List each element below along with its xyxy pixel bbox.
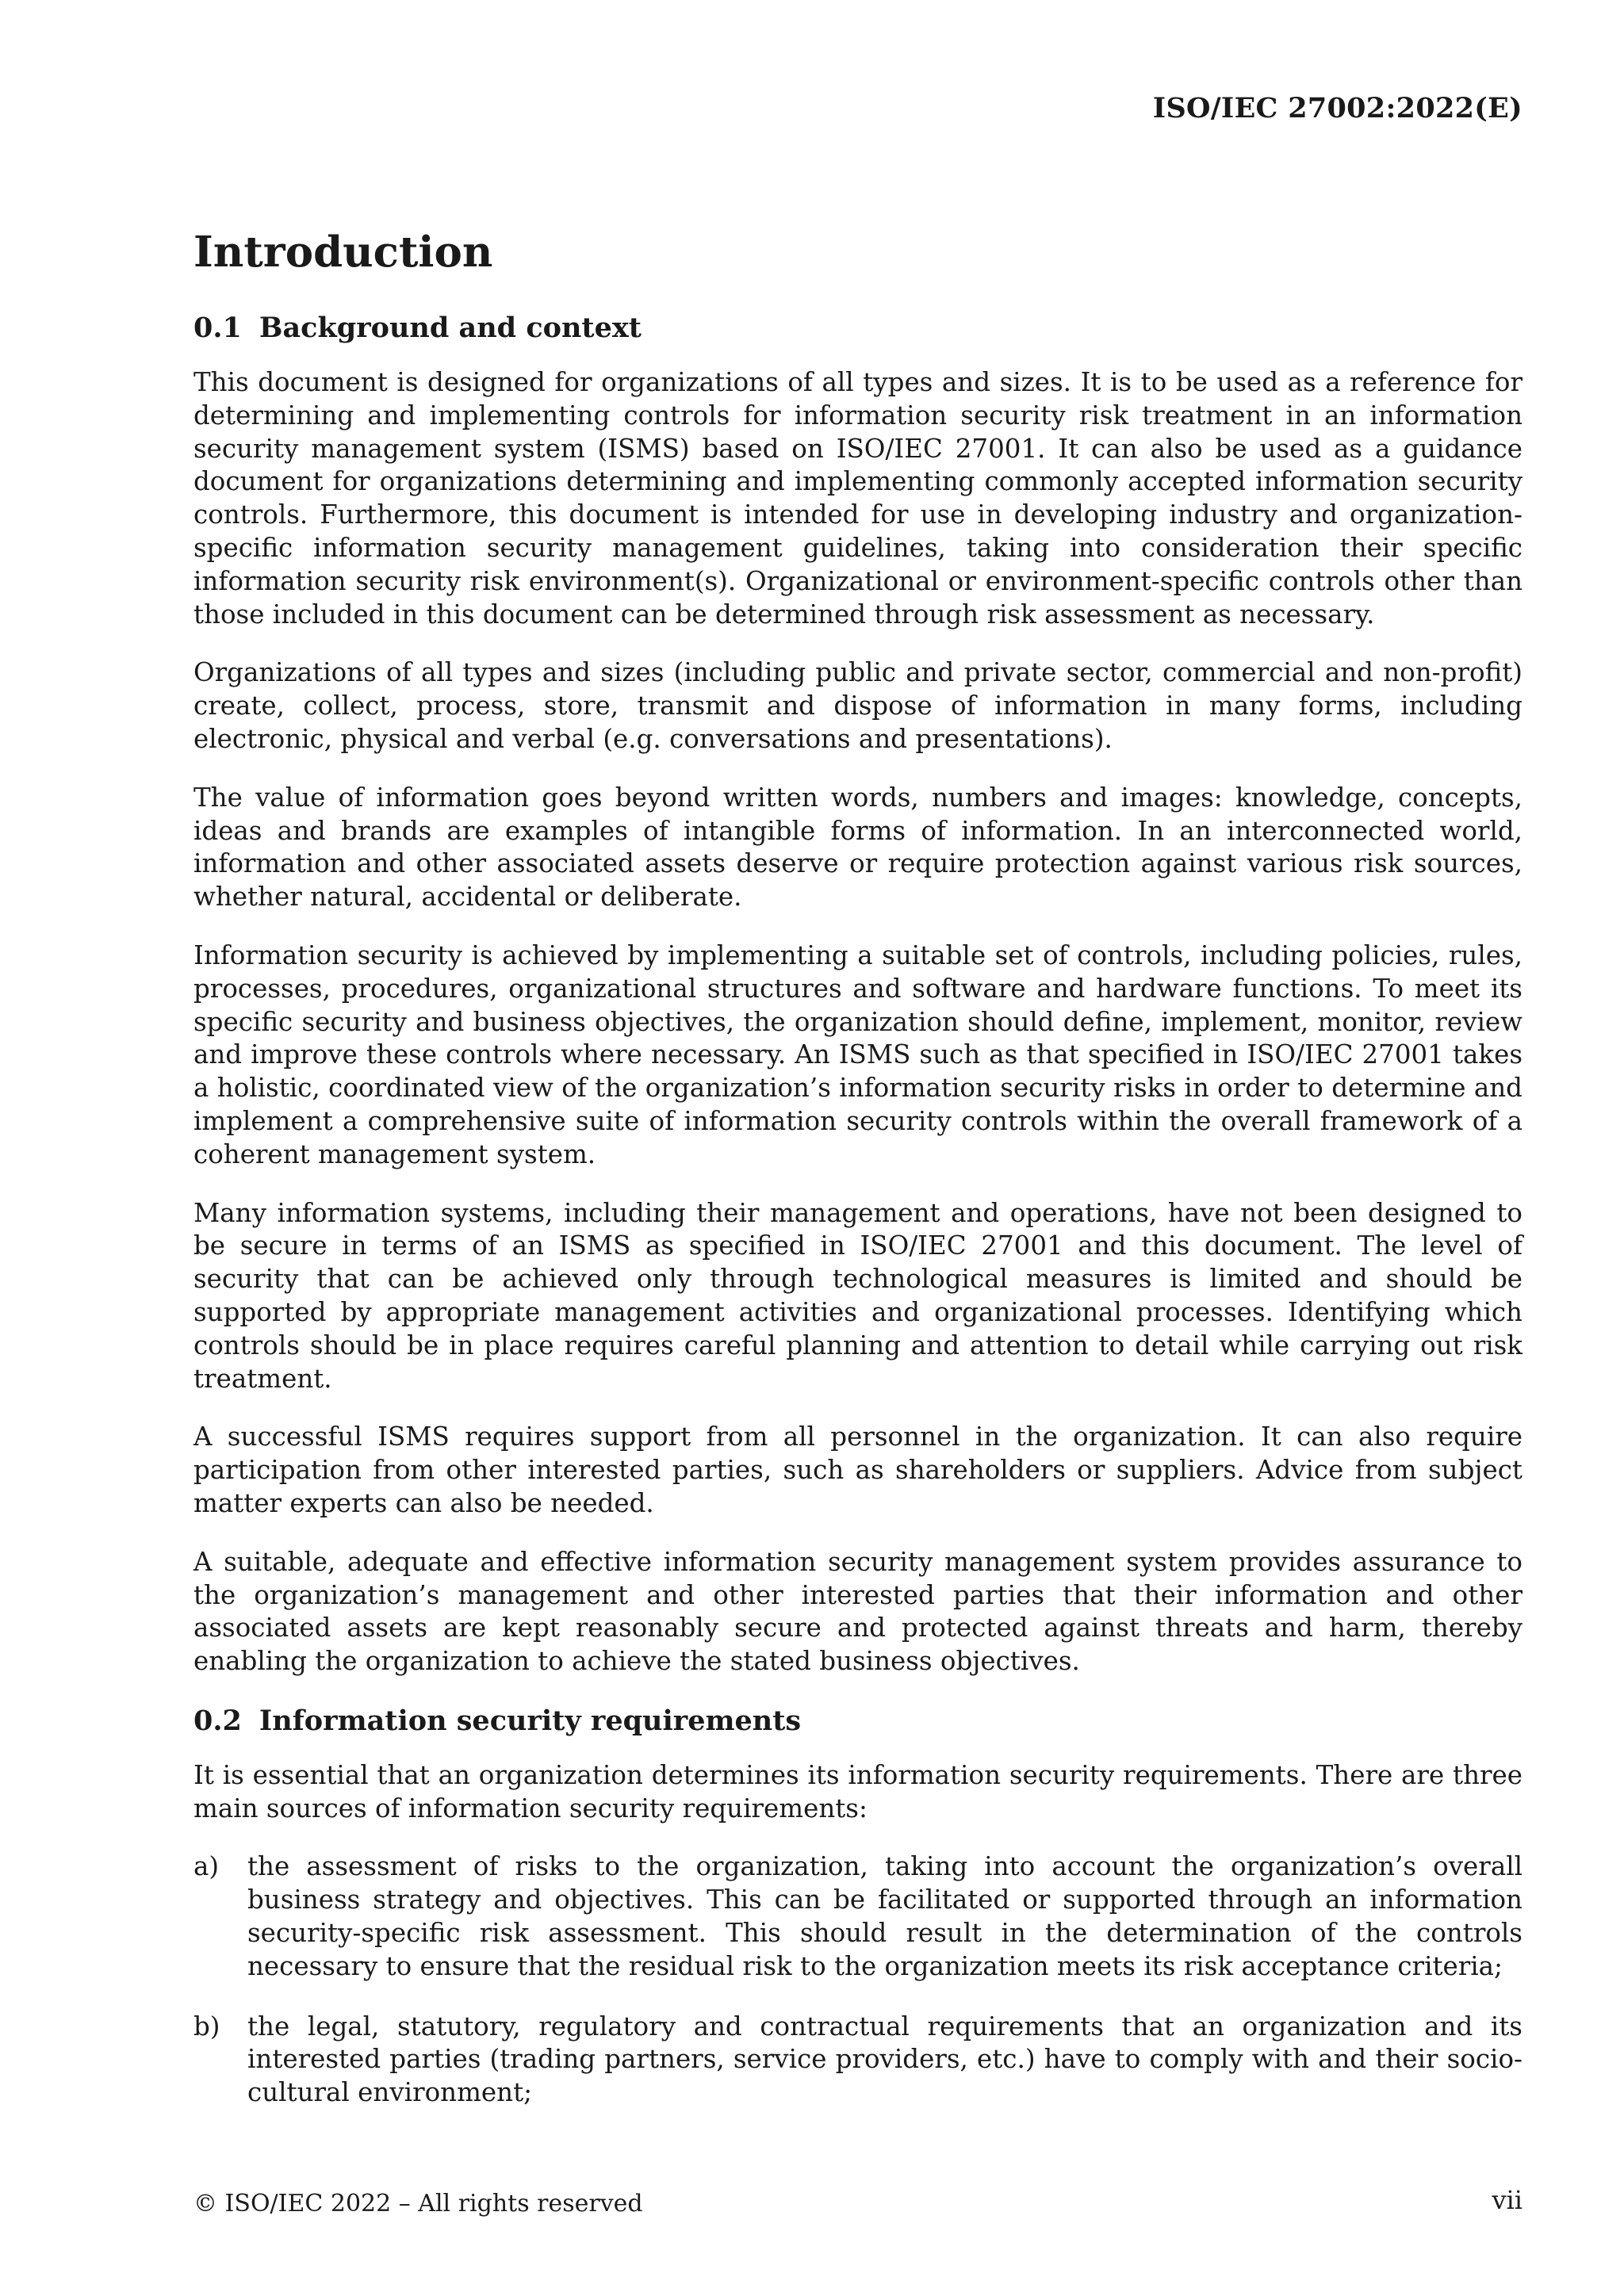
section-0-2-number: 0.2 [193, 1704, 242, 1737]
paragraph-background-1: This document is designed for organizations of all types and sizes. It is to be used as a reference for determining and implementing controls for information security risk treatment in an information security management system (ISMS) based on ISO/IEC 27001. It can also be used as a guidance document for organizations determining and implementing commonly accepted information security controls. Furthermore, this document is intended for use in developing industry and organization-specific information security management guidelines, taking into consideration their specific information security risk environment(s). Organizational or environment-specific controls other than those included in this document can be determined through risk assessment as necessary. [193, 367, 1522, 629]
paragraph-background-4: Information security is achieved by implementing a suitable set of controls, including policies, rules, processes, procedures, organizational structures and software and hardware functions. To meet its specific security and business objectives, the organization should define, implement, monitor, review and improve these controls where necessary. An ISMS such as that specified in ISO/IEC 27001 takes a holistic, coordinated view of the organization’s information security risks in order to determine and implement a comprehensive suite of information security controls within the overall framework of a coherent management system. [193, 939, 1522, 1169]
paragraph-background-7: A suitable, adequate and effective information security management system provides assurance to the organization’s management and other interested parties that their information and other associated assets are kept reasonably secure and protected against threats and harm, thereby enabling the organization to achieve the stated business objectives. [193, 1546, 1522, 1677]
section-0-1-title: Background and context [259, 312, 642, 344]
footer-copyright: © ISO/IEC 2022 – All rights reserved [193, 2190, 643, 2218]
section-0-1-number: 0.1 [193, 312, 242, 344]
document-id-header: ISO/IEC 27002:2022(E) [1152, 92, 1522, 124]
paragraph-background-3: The value of information goes beyond written words, numbers and images: knowledge, concepts, ideas and brands are examples of intangible forms of information. In an interconnected world, information and other associated assets deserve or require protection against various risk sources, whether natural, accidental or deliberate. [193, 782, 1522, 913]
list-text-a: the assessment of risks to the organization, taking into account the organization’s overall business strategy and objectives. This can be facilitated or supported through an information security-specific risk assessment. This should result in the determination of the controls necessary to ensure that the residual risk to the organization meets its risk acceptance criteria; [247, 1851, 1522, 1981]
list-marker-a: a) [193, 1851, 220, 1882]
section-0-2-heading [193, 1704, 1522, 1739]
paragraph-background-6: A successful ISMS requires support from all personnel in the organization. It can also require participation from other interested parties, such as shareholders or suppliers. Advice from subject matter experts can also be needed. [193, 1422, 1522, 1518]
list-marker-b: b) [193, 2011, 220, 2042]
page-title: Introduction [193, 228, 493, 277]
page-content [193, 225, 1522, 2137]
list-text-b: the legal, statutory, regulatory and contractual requirements that an organization and its interested parties (trading partners, service providers, etc.) have to comply with and their socio-cultural environment; [247, 2011, 1522, 2108]
section-0-2-title: Information security requirements [259, 1704, 802, 1737]
paragraph-background-2: Organizations of all types and sizes (including public and private sector, commercial and non-profit) create, collect, process, store, transmit and dispose of information in many forms, including electronic, physical and verbal (e.g. conversations and presentations). [193, 657, 1522, 754]
footer-page-number: vii [1492, 2185, 1522, 2215]
list-item-a [193, 1850, 1522, 1983]
paragraph-requirements-intro: It is essential that an organization determines its information security requirements. There are three main sources of information security requirements: [193, 1759, 1522, 1823]
paragraph-background-5: Many information systems, including their management and operations, have not been designed to be secure in terms of an ISMS as specified in ISO/IEC 27001 and this document. The level of security that can be achieved only through technological measures is limited and should be supported by appropriate management activities and organizational processes. Identifying which controls should be in place requires careful planning and attention to detail while carrying out risk treatment. [193, 1197, 1522, 1394]
list-item-b [193, 2011, 1522, 2110]
section-0-1-heading [193, 311, 1522, 346]
